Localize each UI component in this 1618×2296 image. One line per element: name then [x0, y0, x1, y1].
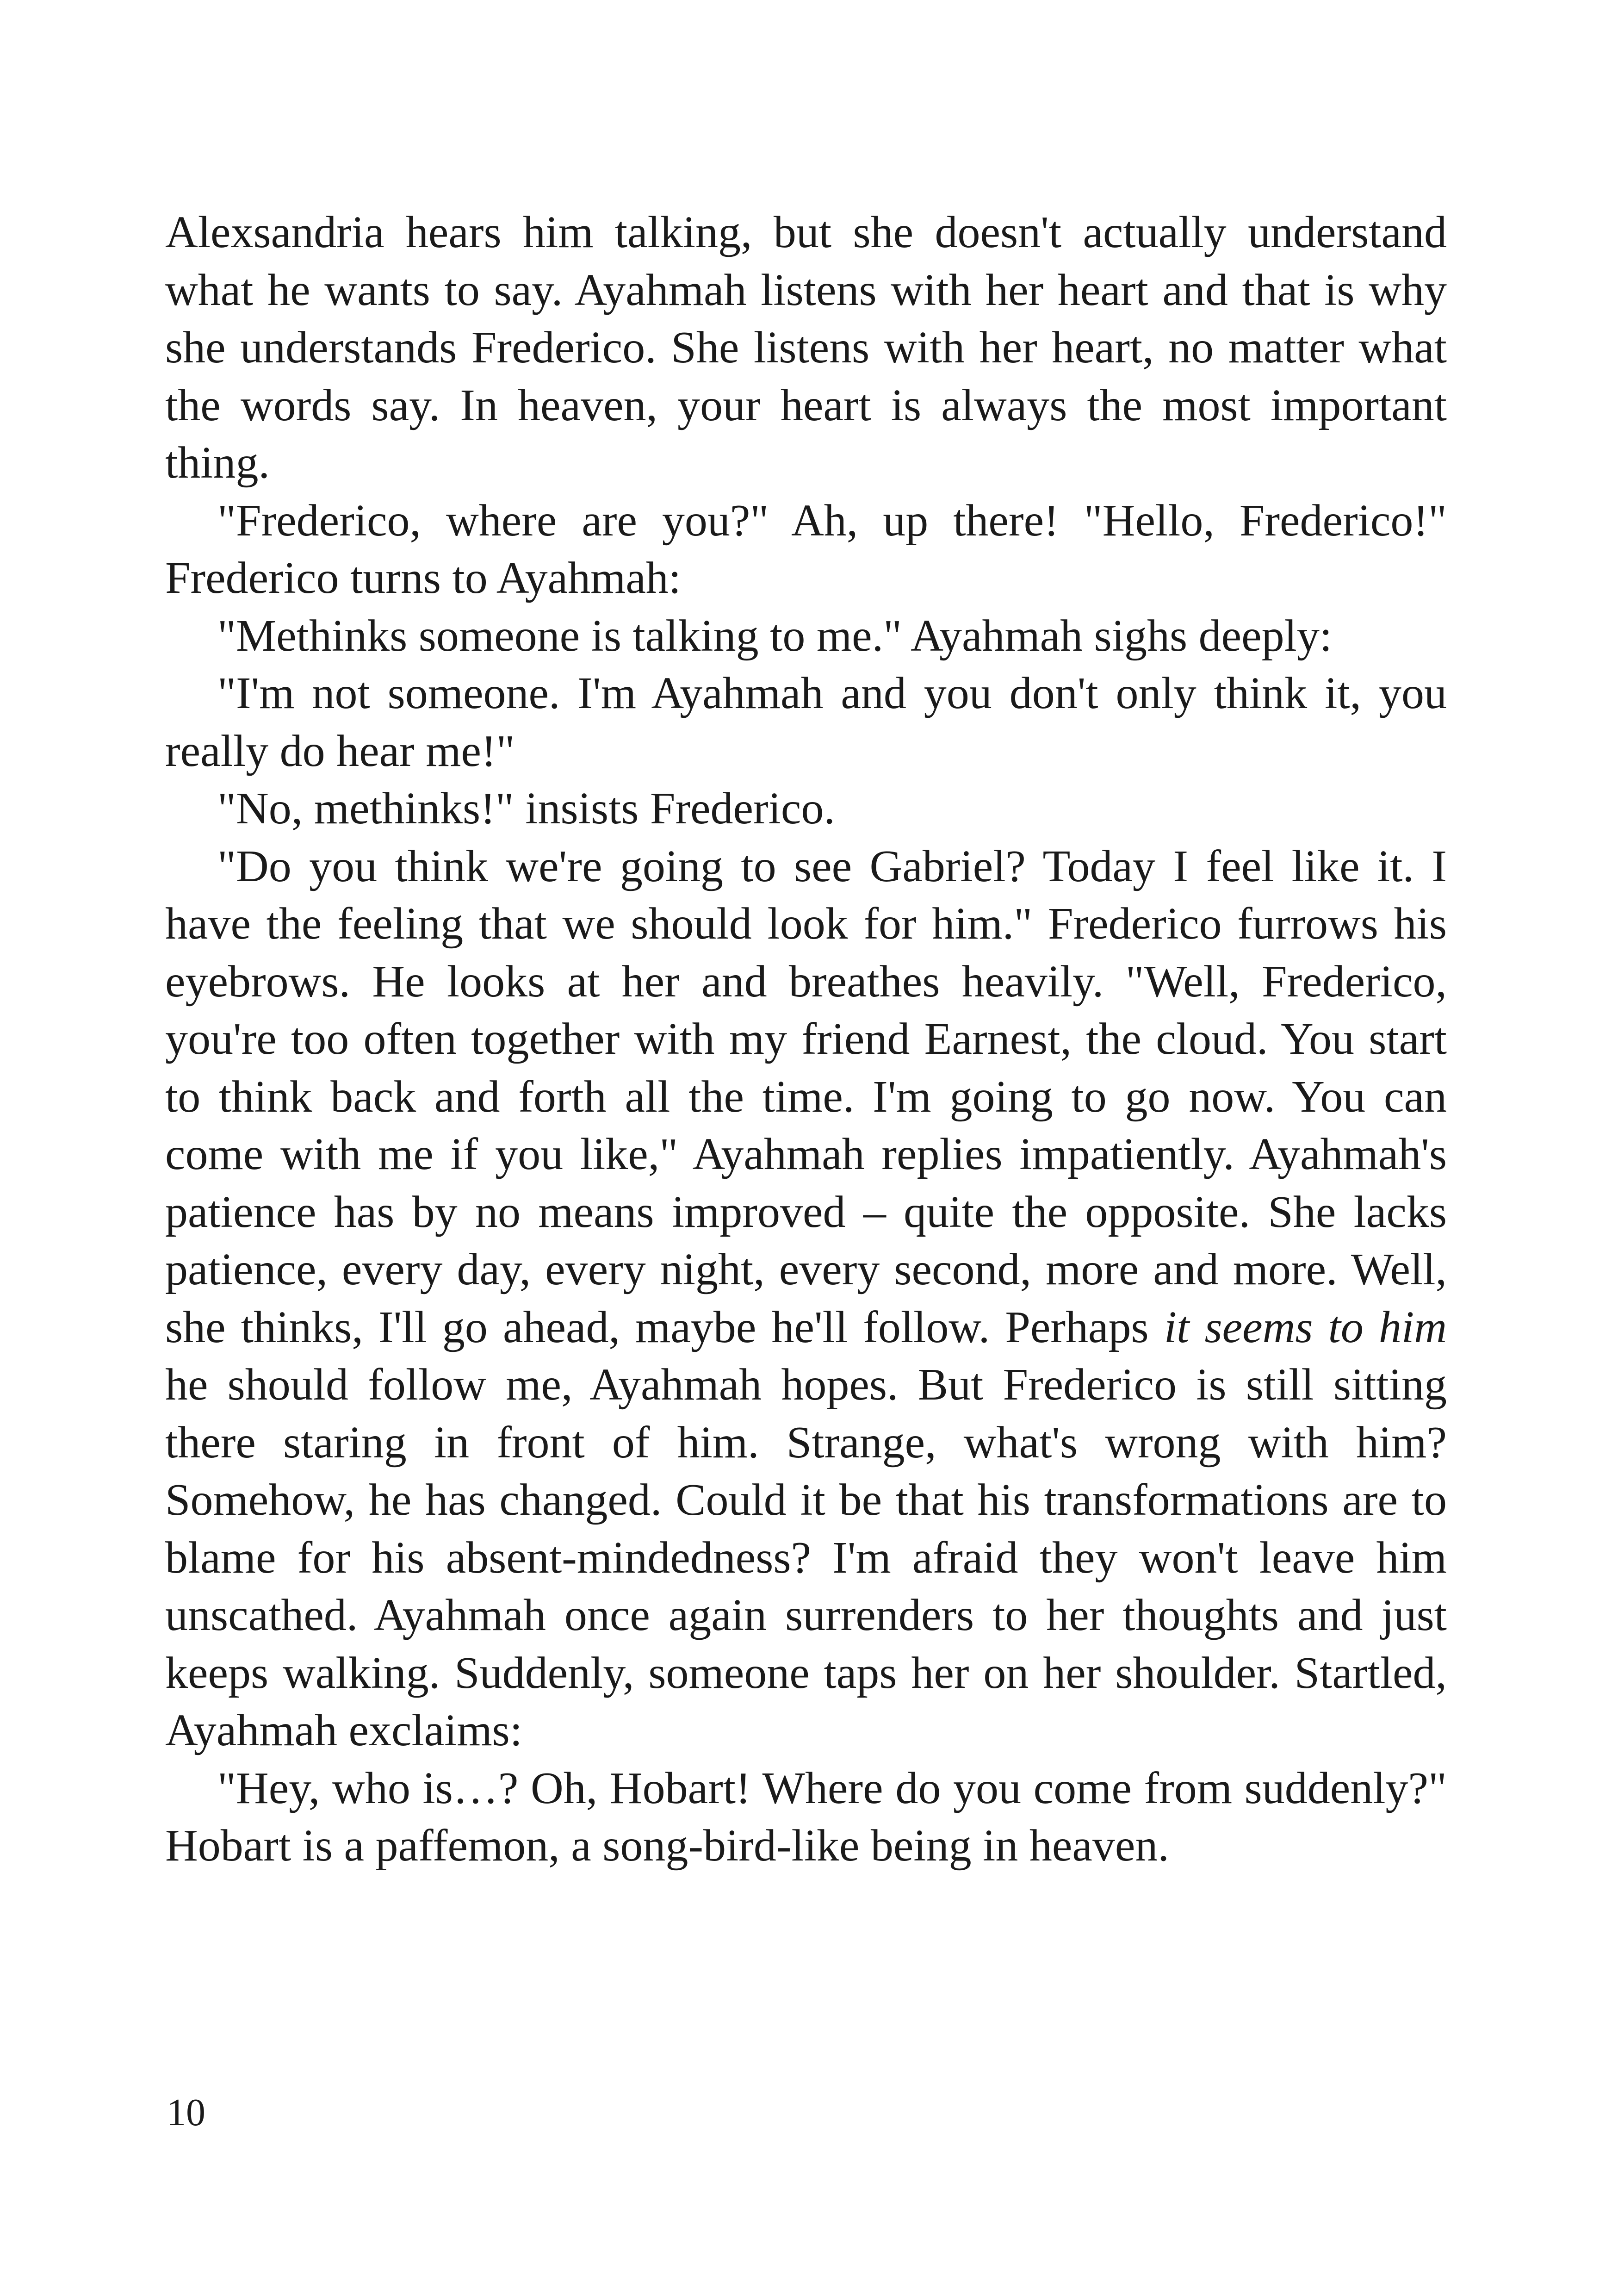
paragraph-5: "No, methinks!" insists Frederico.	[217, 784, 835, 834]
paragraph-6-part-2: he should follow me, Ayahmah hopes. But Frederico is still sitting there staring in front of him. Strange, what's wrong with him? Somehow, he has changed. Could it be that his transformations are to blame for his absent-mindedness? I'm afraid they won't leave him unscathed. Ayahmah once again surrenders to her thoughts and just keeps walking. Suddenly, someone taps her on her shoulder. Startled, Ayahmah exclaims:	[165, 1360, 1447, 1755]
paragraph-3: "Methinks someone is talking to me." Ayahmah sighs deeply:	[217, 610, 1333, 661]
paragraph-4: "I'm not someone. I'm Ayahmah and you don't only think it, you really do hear me!"	[165, 668, 1447, 776]
paragraph-6-italic: it seems to him	[1164, 1302, 1447, 1352]
body-text	[165, 204, 1447, 1875]
page-number: 10	[167, 2091, 205, 2134]
paragraph-2: "Frederico, where are you?" Ah, up there! "Hello, Frederico!" Frederico turns to Ayahmah:	[165, 495, 1447, 603]
paragraph-6	[165, 838, 1447, 1760]
paragraph-7: "Hey, who is…? Oh, Hobart! Where do you come from suddenly?" Hobart is a paffemon, a song-bird-like being in heaven.	[165, 1763, 1447, 1871]
paragraph-1: Alexsandria hears him talking, but she doesn't actually understand what he wants to say. Ayahmah listens with her heart and that is why she understands Frederico. She listens with her heart, no matter what the words say. In heaven, your heart is always the most important thing.	[165, 207, 1447, 488]
paragraph-6-part-1: "Do you think we're going to see Gabriel? Today I feel like it. I have the feeling that we should look for him." Frederico furrows his eyebrows. He looks at her and breathes heavily. "Well, Frederico, you're too often together with my friend Earnest, the cloud. You start to think back and forth all the time. I'm going to go now. You can come with me if you like," Ayahmah replies impatiently. Ayahmah's patience has by no means improved – quite the opposite. She lacks patience, every day, every night, every second, more and more. Well, she thinks, I'll go ahead, maybe he'll follow. Perhaps	[165, 841, 1447, 1352]
